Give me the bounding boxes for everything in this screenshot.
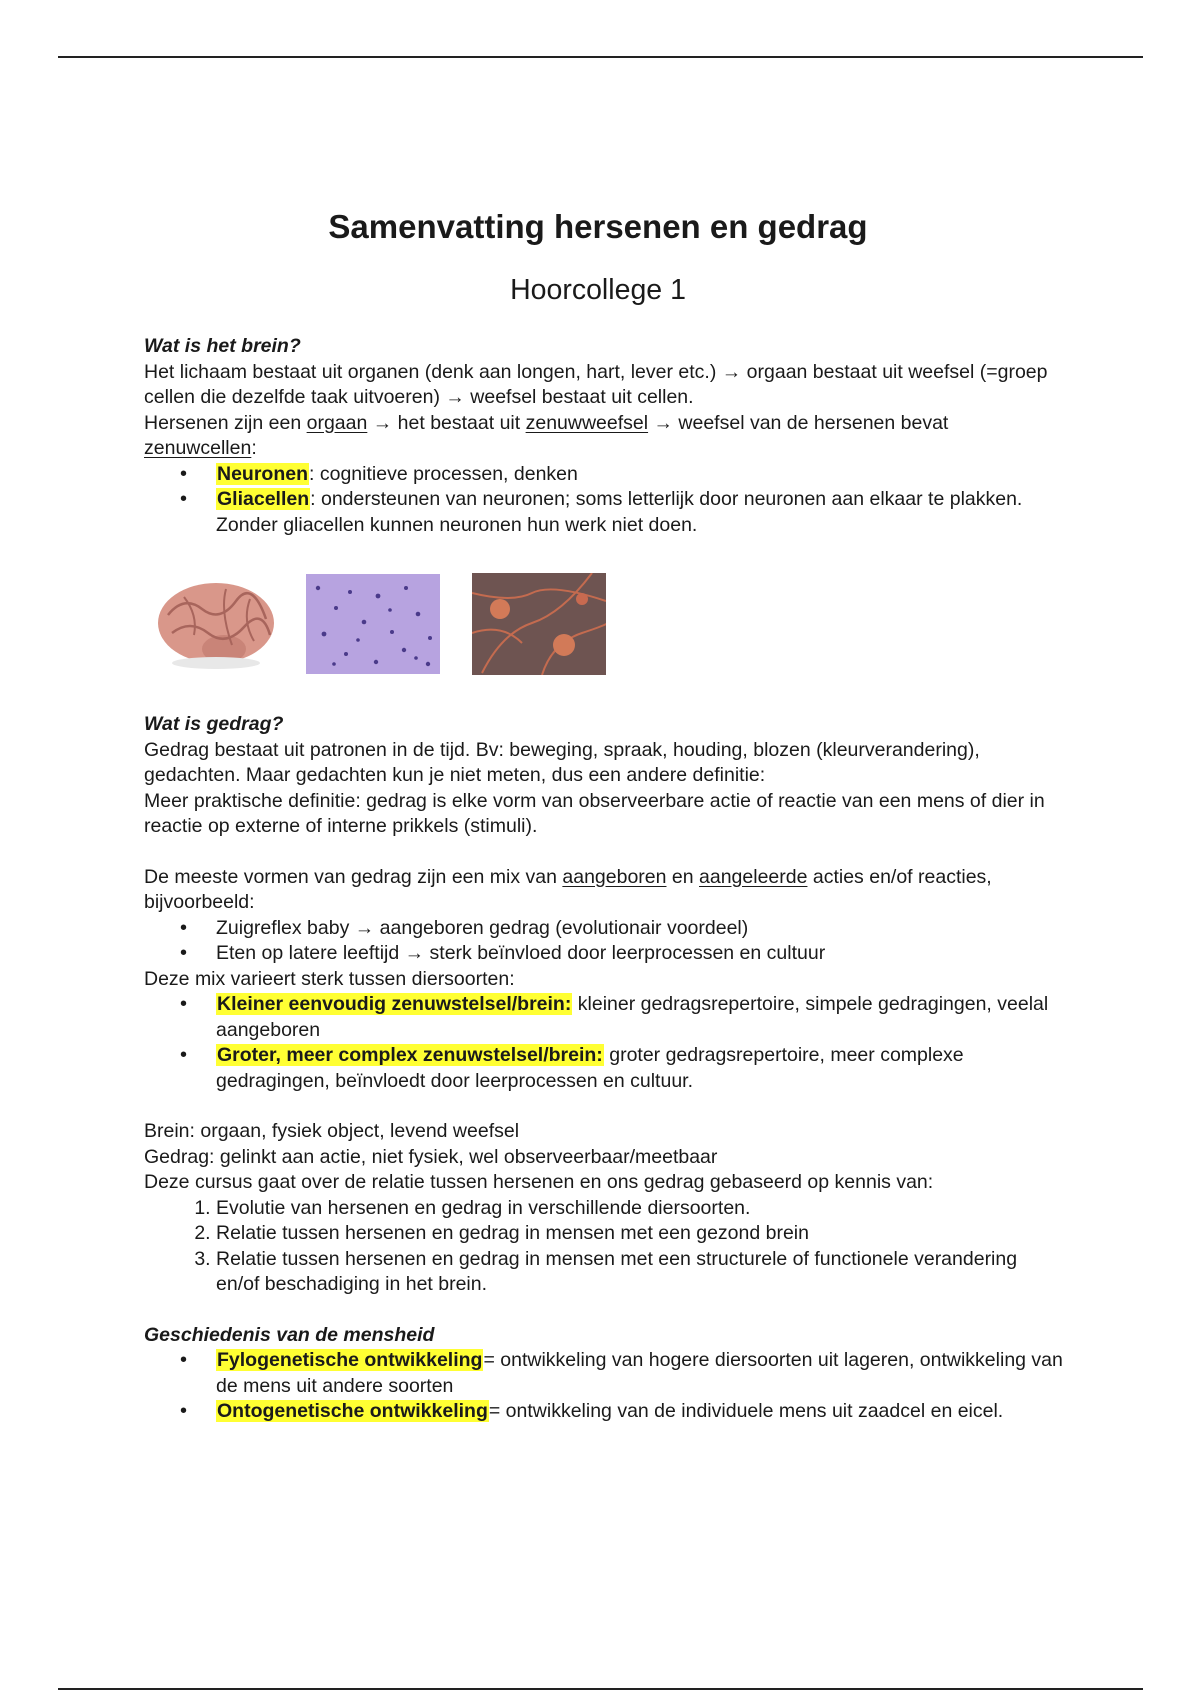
section-heading-gedrag: Wat is gedrag? <box>144 713 284 735</box>
numbered-list <box>144 1196 1064 1298</box>
paragraph: Hersenen zijn een orgaan → het bestaat uit zenuwweefsel → weefsel van de hersenen bevat zenuwcellen: <box>144 411 949 459</box>
list-item: • Kleiner eenvoudig zenuwstelsel/brein: kleiner gedragsrepertoire, simpele gedragingen, veelal aangeboren <box>216 992 1064 1043</box>
list-item: 1. Evolutie van hersenen en gedrag in verschillende diersoorten. <box>216 1196 1064 1222</box>
list-item: 3. Relatie tussen hersenen en gedrag in mensen met een structurele of functionele verandering en/of beschadiging in het brein. <box>216 1247 1064 1298</box>
list-item: • Ontogenetische ontwikkeling= ontwikkeling van de individuele mens uit zaadcel en eicel. <box>216 1399 1064 1425</box>
paragraph: Brein: orgaan, fysiek object, levend weefsel <box>144 1120 520 1142</box>
list-item: • Eten op latere leeftijd → sterk beïnvloed door leerprocessen en cultuur <box>216 941 1064 967</box>
brain-image <box>154 575 280 673</box>
list-item: • Fylogenetische ontwikkeling= ontwikkeling van hogere diersoorten uit lageren, ontwikkeling van de mens uit andere soorten <box>216 1348 1064 1399</box>
paragraph: Meer praktische definitie: gedrag is elke vorm van observeerbare actie of reactie van een mens of dier in reactie op externe of interne prikkels (stimuli). <box>144 789 1045 837</box>
paragraph: Gedrag: gelinkt aan actie, niet fysiek, wel observeerbaar/meetbaar <box>144 1145 718 1168</box>
page-title: Samenvatting hersenen en gedrag <box>328 208 868 245</box>
paragraph: De meeste vormen van gedrag zijn een mix van aangeboren en aangeleerde acties en/of reacties, bijvoorbeeld: <box>144 865 992 913</box>
section-heading-geschiedenis: Geschiedenis van de mensheid <box>144 1323 435 1346</box>
section-heading-brein: Wat is het brein? <box>144 335 301 357</box>
neuron-image <box>472 573 606 675</box>
list-item: • Gliacellen: ondersteunen van neuronen; soms letterlijk door neuronen aan elkaar te plakken. Zonder gliacellen kunnen neuronen hun werk niet doen. <box>216 487 1064 538</box>
list-item: • Groter, meer complex zenuwstelsel/brein: groter gedragsrepertoire, meer complexe gedragingen, beïnvloedt door leerprocessen en cultuur. <box>216 1043 1064 1094</box>
bullet-list <box>144 462 1064 539</box>
paragraph: Het lichaam bestaat uit organen (denk aan longen, hart, lever etc.) → orgaan bestaat uit weefsel (=groep cellen die dezelfde taak uitvoeren) → weefsel bestaat uit cellen. <box>144 360 1048 408</box>
page-subtitle: Hoorcollege 1 <box>510 274 686 306</box>
paragraph: Gedrag bestaat uit patronen in de tijd. Bv: beweging, spraak, houding, blozen (kleurverandering), gedachten. Maar gedachten kun je niet meten, dus een andere definitie: <box>144 738 980 786</box>
document-body <box>144 200 1064 1425</box>
bullet-list <box>144 916 1064 967</box>
list-item: • Zuigreflex baby → aangeboren gedrag (evolutionair voordeel) <box>216 916 1064 942</box>
bullet-list <box>144 1348 1064 1425</box>
paragraph: Deze mix varieert sterk tussen diersoorten: <box>144 967 515 990</box>
list-item: 2. Relatie tussen hersenen en gedrag in mensen met een gezond brein <box>216 1221 1064 1247</box>
list-item: • Neuronen: cognitieve processen, denken <box>216 462 1064 488</box>
paragraph: Deze cursus gaat over de relatie tussen hersenen en ons gedrag gebaseerd op kennis van: <box>144 1171 934 1193</box>
bullet-list <box>144 992 1064 1094</box>
tissue-image <box>306 574 440 674</box>
top-rule <box>58 56 1143 58</box>
image-row <box>154 572 1064 676</box>
bottom-rule <box>58 1688 1143 1690</box>
